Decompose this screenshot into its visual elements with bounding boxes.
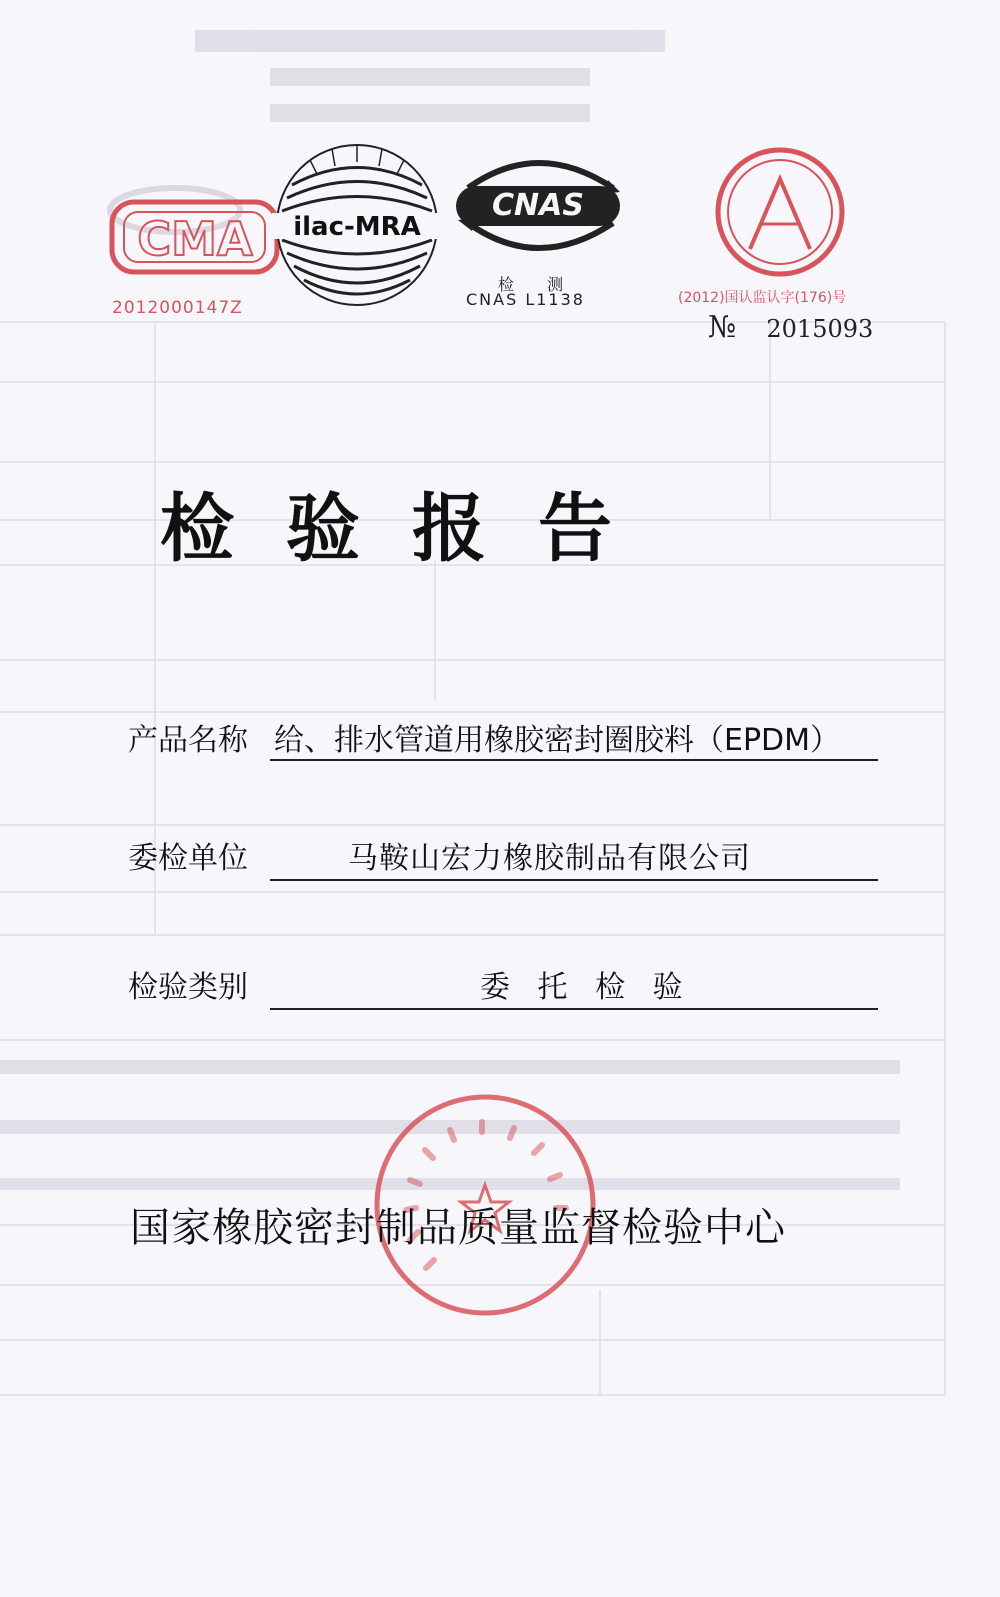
inspection-type-value: 委 托 检 验 xyxy=(480,970,692,1005)
client-label: 委检单位 xyxy=(128,841,248,876)
cnas-label: 检 测 xyxy=(498,275,578,294)
cnas-logo-icon xyxy=(448,148,628,258)
organization-name: 国家橡胶密封制品质量监督检验中心 xyxy=(130,1205,786,1251)
number-symbol: № xyxy=(708,310,737,345)
product-name-value: 给、排水管道用橡胶密封圈胶料（EPDM） xyxy=(274,723,841,758)
cnas-mark: CNAS xyxy=(492,188,584,223)
page-title: 检验报告 xyxy=(160,486,664,572)
product-name-label: 产品名称 xyxy=(128,723,248,758)
report-number-value: 2015093 xyxy=(766,315,874,343)
report-number xyxy=(708,310,873,345)
client-value: 马鞍山宏力橡胶制品有限公司 xyxy=(348,841,751,876)
ilac-mra-globe-icon xyxy=(272,140,442,310)
cnas-code: CNAS L1138 xyxy=(466,290,585,309)
cma-number: 2012000147Z xyxy=(112,298,243,318)
ilac-mark: ilac-MRA xyxy=(293,212,421,242)
inspection-type-label: 检验类别 xyxy=(128,970,248,1005)
cal-number: (2012)国认监认字(176)号 xyxy=(678,290,847,306)
cma-mark: CMA xyxy=(137,212,253,266)
cal-seal-icon xyxy=(700,144,860,279)
cma-seal-icon xyxy=(100,180,290,300)
